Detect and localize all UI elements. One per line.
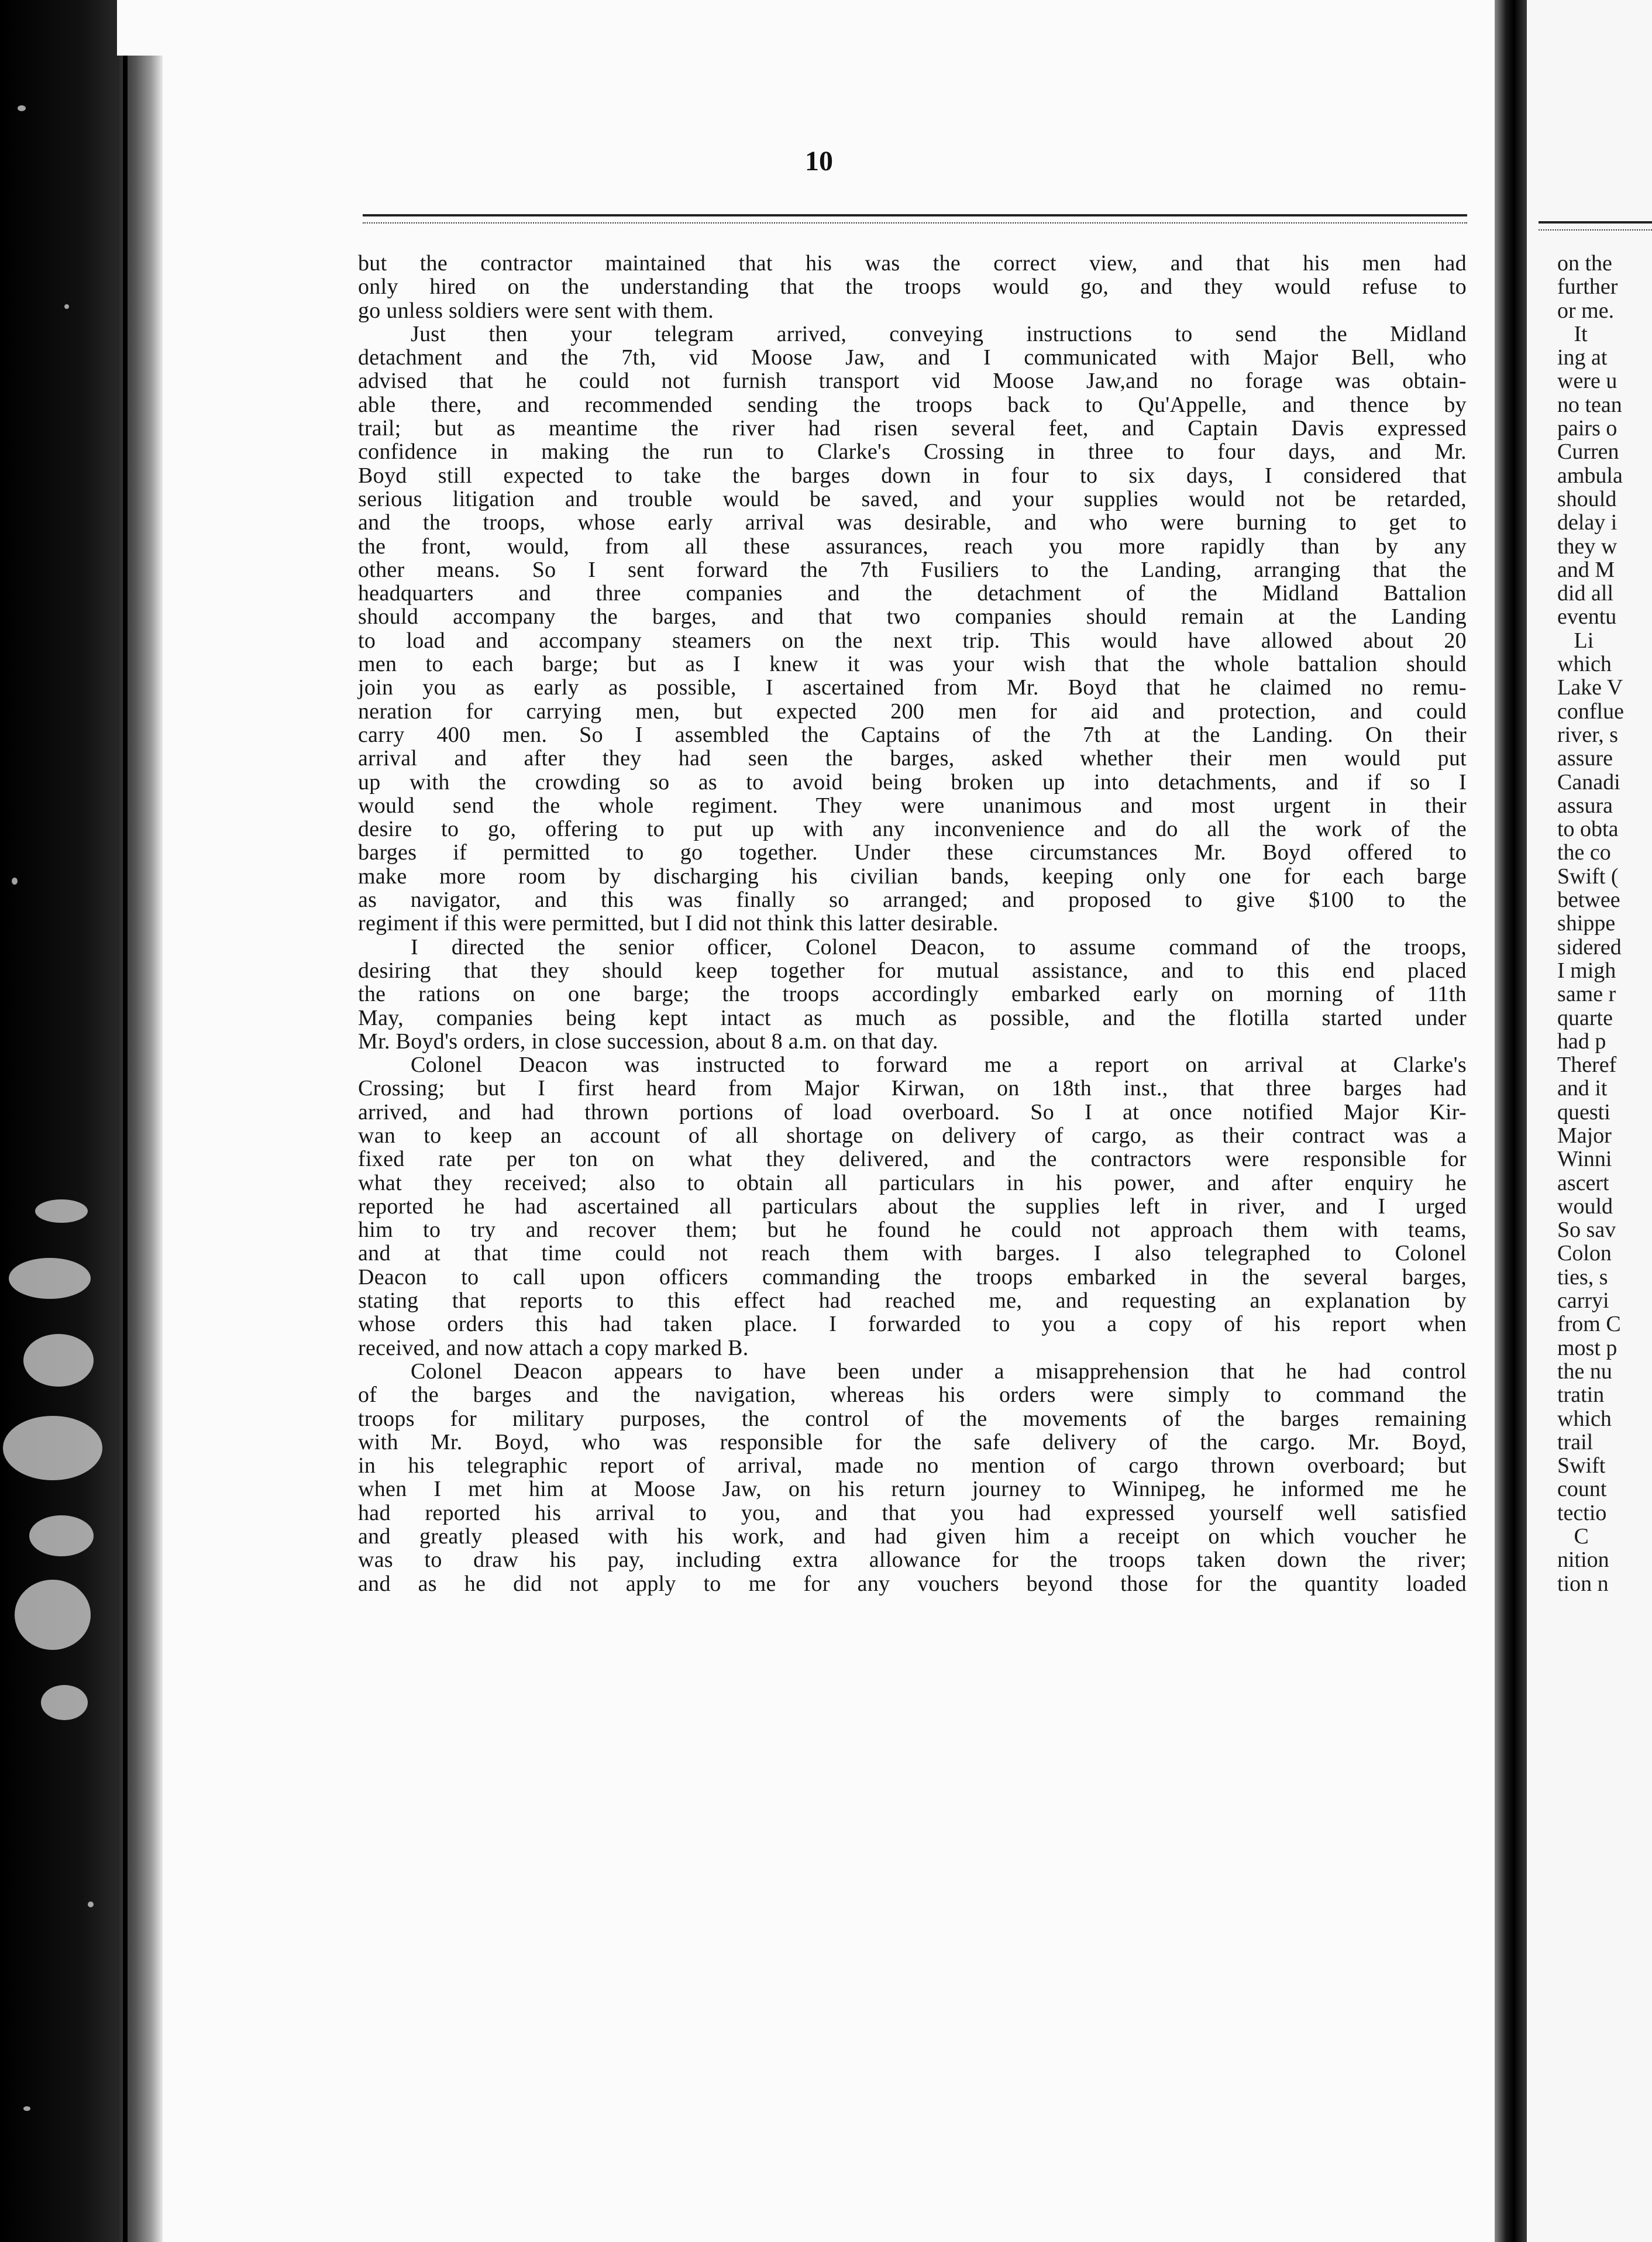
text-line: reported he had ascertained all particulars about the supplies left in river, and I urged: [358, 1194, 1467, 1219]
text-line: make more room by discharging his civilian bands, keeping only one for each barge: [358, 864, 1467, 889]
adjacent-text-line: nition: [1557, 1548, 1609, 1573]
adjacent-text-line: trail: [1557, 1429, 1594, 1454]
adjacent-text-line: Li: [1557, 628, 1594, 653]
text-line: advised that he could not furnish transport vid Moose Jaw,and no forage was obtain-: [358, 369, 1467, 394]
text-line: what they received; also to obtain all particulars in his power, and after enquiry he: [358, 1170, 1467, 1195]
adjacent-text-line: ascert: [1557, 1170, 1609, 1195]
text-line: as navigator, and this was finally so arranged; and proposed to give $100 to the: [358, 888, 1467, 913]
text-line: May, companies being kept intact as much as possible, and the flotilla started under: [358, 1005, 1467, 1030]
text-line: only hired on the understanding that the troops would go, and they would refuse to: [358, 274, 1467, 300]
text-line: go unless soldiers were sent with them.: [358, 298, 714, 323]
adjacent-text-line: So sav: [1557, 1218, 1616, 1243]
scan-speckle: [29, 1515, 94, 1556]
adjacent-text-line: should: [1557, 486, 1617, 511]
adjacent-text-line: would: [1557, 1194, 1613, 1219]
adjacent-text-line: were u: [1557, 369, 1617, 394]
adjacent-page-rule: [1539, 221, 1652, 223]
adjacent-text-line: tion n: [1557, 1571, 1609, 1596]
adjacent-text-line: which: [1557, 652, 1612, 677]
text-line: carry 400 men. So I assembled the Captains of the 7th at the Landing. On their: [358, 722, 1467, 747]
adjacent-text-line: to obta: [1557, 817, 1619, 842]
text-line: men to each barge; but as I knew it was your wish that the whole battalion should: [358, 652, 1467, 677]
adjacent-text-line: most p: [1557, 1335, 1617, 1360]
adjacent-text-line: assure: [1557, 746, 1613, 771]
text-line: regiment if this were permitted, but I did not think this latter desirable.: [358, 911, 999, 936]
text-line: but the contractor maintained that his was the correct view, and that his men had: [358, 251, 1467, 276]
adjacent-text-line: sidered: [1557, 934, 1622, 960]
adjacent-text-line: which: [1557, 1406, 1612, 1431]
text-line: trail; but as meantime the river had risen several feet, and Captain Davis expressed: [358, 416, 1467, 441]
adjacent-text-line: questi: [1557, 1099, 1610, 1125]
adjacent-text-line: did all: [1557, 581, 1614, 606]
scan-speckle: [35, 1199, 88, 1223]
adjacent-text-line: Winni: [1557, 1147, 1612, 1172]
header-rule-dotted: [363, 222, 1467, 223]
scan-speckle: [23, 1334, 94, 1387]
text-line: him to try and recover them; but he found he could not approach them with teams,: [358, 1218, 1467, 1243]
adjacent-text-line: the nu: [1557, 1359, 1612, 1384]
text-line: neration for carrying men, but expected 200 men for aid and protection, and could: [358, 699, 1467, 724]
text-line: arrival and after they had seen the barges, asked whether their men would put: [358, 746, 1467, 771]
scan-speckle: [12, 878, 18, 885]
adjacent-text-line: further: [1557, 274, 1618, 300]
adjacent-text-line: or me.: [1557, 298, 1615, 323]
adjacent-text-line: Lake V: [1557, 675, 1623, 700]
adjacent-text-line: they w: [1557, 534, 1617, 559]
scan-speckle: [41, 1685, 88, 1720]
text-line: able there, and recommended sending the troops back to Qu'Appelle, and thence by: [358, 392, 1467, 417]
text-line: of the barges and the navigation, whereas his orders were simply to command the: [358, 1383, 1467, 1408]
scan-speckle: [9, 1258, 91, 1299]
page-number: 10: [805, 146, 833, 177]
adjacent-text-line: Major: [1557, 1123, 1612, 1148]
text-line: to load and accompany steamers on the next trip. This would have allowed about 20: [358, 628, 1467, 653]
text-line: was to draw his pay, including extra allowance for the troops taken down the river;: [358, 1548, 1467, 1573]
text-line: desiring that they should keep together for mutual assistance, and to this end placed: [358, 958, 1467, 983]
adjacent-text-line: had p: [1557, 1029, 1606, 1054]
adjacent-text-line: C: [1557, 1524, 1589, 1549]
text-line: and greatly pleased with his work, and had given him a receipt on which voucher he: [358, 1524, 1467, 1549]
adjacent-text-line: ing at: [1557, 345, 1608, 370]
scan-speckle: [18, 105, 26, 111]
text-line: in his telegraphic report of arrival, made no mention of cargo thrown overboard; but: [358, 1453, 1467, 1478]
text-line: the front, would, from all these assurances, reach you more rapidly than by any: [358, 534, 1467, 559]
text-line: and the troops, whose early arrival was desirable, and who were burning to get to: [358, 510, 1467, 535]
adjacent-text-line: It: [1557, 321, 1588, 346]
adjacent-text-line: and M: [1557, 557, 1615, 582]
adjacent-text-line: delay i: [1557, 510, 1617, 535]
scan-speckle: [23, 2106, 30, 2111]
scan-speckle: [88, 1901, 94, 1907]
adjacent-text-line: tectio: [1557, 1500, 1607, 1525]
text-line: would send the whole regiment. They were unanimous and most urgent in their: [358, 793, 1467, 818]
text-line: other means. So I sent forward the 7th Fusiliers to the Landing, arranging that the: [358, 557, 1467, 582]
adjacent-text-line: Curren: [1557, 439, 1619, 465]
header-rule: [363, 214, 1467, 216]
scanner-background: [0, 0, 117, 2242]
scan-speckle: [3, 1416, 102, 1480]
text-line: Boyd still expected to take the barges down in four to six days, I considered that: [358, 463, 1467, 488]
text-line: up with the crowding so as to avoid being broken up into detachments, and if so I: [358, 769, 1467, 795]
adjacent-text-line: the co: [1557, 840, 1611, 865]
adjacent-text-line: Swift: [1557, 1453, 1606, 1478]
text-line: Just then your telegram arrived, conveying instructions to send the Midland: [411, 321, 1467, 346]
text-line: with Mr. Boyd, who was responsible for the safe delivery of the cargo. Mr. Boyd,: [358, 1429, 1467, 1454]
text-line: Crossing; but I first heard from Major Kirwan, on 18th inst., that three barges had: [358, 1076, 1467, 1101]
text-line: detachment and the 7th, vid Moose Jaw, and I communicated with Major Bell, who: [358, 345, 1467, 370]
adjacent-text-line: on the: [1557, 251, 1612, 276]
text-line: Deacon to call upon officers commanding the troops embarked in the several barges,: [358, 1264, 1467, 1290]
text-line: the rations on one barge; the troops accordingly embarked early on morning of 11th: [358, 982, 1467, 1007]
text-line: received, and now attach a copy marked B.: [358, 1335, 749, 1360]
adjacent-text-line: ties, s: [1557, 1264, 1608, 1290]
scan-speckle: [15, 1580, 91, 1650]
text-line: arrived, and had thrown portions of load overboard. So I at once notified Major Kir-: [358, 1099, 1467, 1125]
adjacent-text-line: tratin: [1557, 1383, 1605, 1408]
adjacent-text-line: eventu: [1557, 604, 1617, 630]
text-line: Colonel Deacon was instructed to forward me a report on arrival at Clarke's: [411, 1053, 1467, 1078]
text-line: wan to keep an account of all shortage on delivery of cargo, as their contract was a: [358, 1123, 1467, 1148]
text-line: troops for military purposes, the control of the movements of the barges remaining: [358, 1406, 1467, 1431]
adjacent-text-line: Canadi: [1557, 769, 1620, 795]
adjacent-text-line: same r: [1557, 982, 1616, 1007]
adjacent-text-line: betwee: [1557, 888, 1620, 913]
adjacent-text-line: no tean: [1557, 392, 1622, 417]
adjacent-page-text: [1557, 252, 1624, 1595]
page-binding-edge: [117, 56, 163, 2242]
adjacent-page: [1527, 0, 1652, 2242]
text-line: Colonel Deacon appears to have been under a misapprehension that he had control: [411, 1359, 1467, 1384]
adjacent-text-line: Theref: [1557, 1053, 1617, 1078]
text-line: whose orders this had taken place. I forwarded to you a copy of his report when: [358, 1312, 1467, 1337]
text-line: desire to go, offering to put up with any inconvenience and do all the work of the: [358, 817, 1467, 842]
text-line: confidence in making the run to Clarke's Crossing in three to four days, and Mr.: [358, 439, 1467, 465]
text-line: stating that reports to this effect had reached me, and requesting an explanation by: [358, 1288, 1467, 1313]
adjacent-text-line: from C: [1557, 1312, 1621, 1337]
text-line: serious litigation and trouble would be saved, and your supplies would not be retarded,: [358, 486, 1467, 511]
adjacent-text-line: assura: [1557, 793, 1613, 818]
adjacent-page-rule-dotted: [1539, 229, 1652, 231]
adjacent-text-line: ambula: [1557, 463, 1623, 488]
adjacent-text-line: and it: [1557, 1076, 1608, 1101]
text-line: Mr. Boyd's orders, in close succession, about 8 a.m. on that day.: [358, 1029, 938, 1054]
text-line: headquarters and three companies and the detachment of the Midland Battalion: [358, 581, 1467, 606]
adjacent-text-line: river, s: [1557, 722, 1618, 747]
text-line: barges if permitted to go together. Under these circumstances Mr. Boyd offered to: [358, 840, 1467, 865]
adjacent-text-line: Colon: [1557, 1241, 1612, 1266]
text-line: and as he did not apply to me for any vouchers beyond those for the quantity loaded: [358, 1571, 1467, 1596]
text-line: I directed the senior officer, Colonel Deacon, to assume command of the troops,: [411, 934, 1467, 960]
scan-speckle: [64, 304, 69, 309]
adjacent-text-line: count: [1557, 1477, 1607, 1502]
text-line: and at that time could not reach them with barges. I also telegraphed to Colonel: [358, 1241, 1467, 1266]
body-text: [358, 252, 1467, 1595]
adjacent-text-line: carryi: [1557, 1288, 1609, 1313]
text-line: fixed rate per ton on what they delivered, and the contractors were responsible for: [358, 1147, 1467, 1172]
page-gutter-shadow: [1495, 0, 1527, 2242]
adjacent-text-line: I migh: [1557, 958, 1616, 983]
adjacent-text-line: shippe: [1557, 911, 1616, 936]
adjacent-text-line: quarte: [1557, 1005, 1613, 1030]
adjacent-text-line: Swift (: [1557, 864, 1619, 889]
text-line: had reported his arrival to you, and that you had expressed yourself well satisfied: [358, 1500, 1467, 1525]
text-line: should accompany the barges, and that two companies should remain at the Landing: [358, 604, 1467, 630]
text-line: when I met him at Moose Jaw, on his return journey to Winnipeg, he informed me he: [358, 1477, 1467, 1502]
adjacent-text-line: conflue: [1557, 699, 1624, 724]
text-line: join you as early as possible, I ascertained from Mr. Boyd that he claimed no remu-: [358, 675, 1467, 700]
adjacent-text-line: pairs o: [1557, 416, 1617, 441]
